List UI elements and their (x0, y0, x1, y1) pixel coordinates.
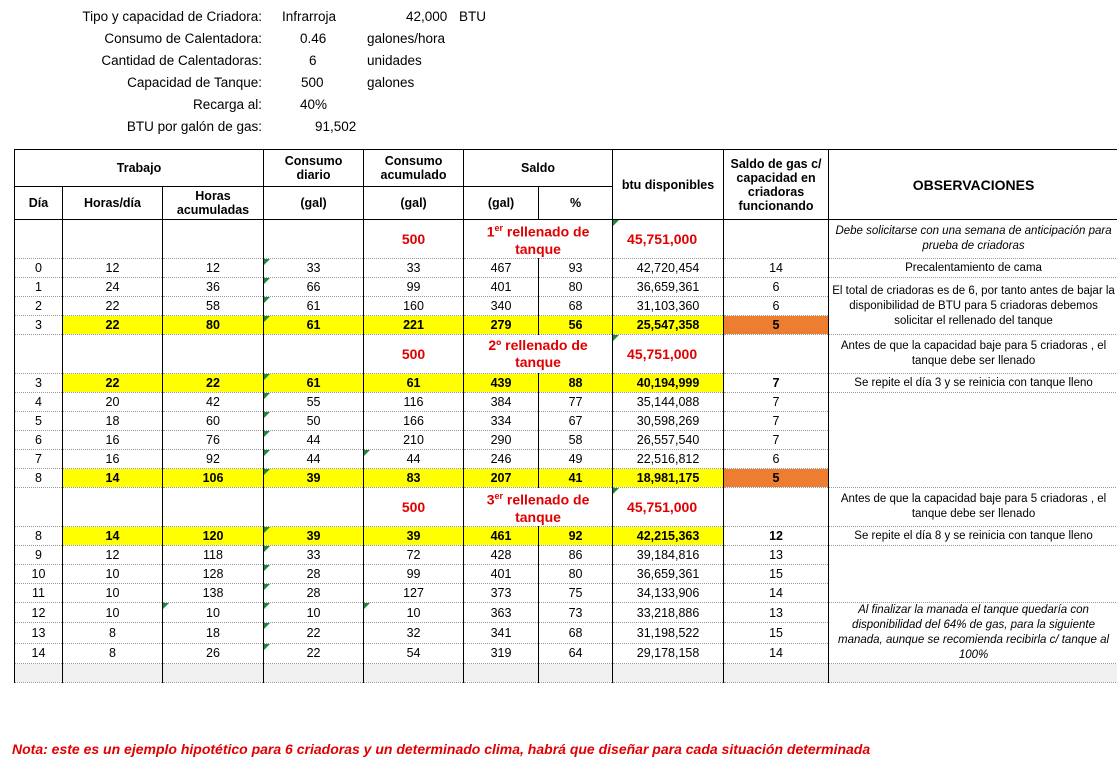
cell-dia: 10 (15, 565, 63, 584)
cell-saldo-gas: 15 (724, 623, 829, 643)
cell-horas-dia: 12 (63, 546, 163, 565)
cell-dia: 8 (15, 469, 63, 488)
cell-consumo-acum: 166 (364, 412, 464, 431)
header-consumo-diario: Consumo diario (264, 150, 364, 187)
cell-horas-acum: 138 (163, 584, 264, 603)
cell-dia: 14 (15, 643, 63, 663)
header-horas-dia: Horas/día (63, 187, 163, 220)
cell-consumo-diario: 39 (264, 527, 364, 546)
header-gal-saldo: (gal) (464, 187, 539, 220)
gas-table (14, 149, 1117, 683)
refill-label: 2º rellenado de tanque (464, 335, 613, 374)
cell-consumo-diario: 28 (264, 584, 364, 603)
empty-cell (63, 488, 163, 527)
refill-label: 3er rellenado de tanque (464, 488, 613, 527)
cell-btu: 40,194,999 (613, 374, 724, 393)
cell-saldo-gas: 15 (724, 565, 829, 584)
empty-cell (163, 335, 264, 374)
cell-horas-acum: 58 (163, 297, 264, 316)
consumo-label: Consumo de Calentadora: (104, 31, 262, 46)
spacer-cell (15, 664, 63, 683)
cell-saldo-gas: 6 (724, 297, 829, 316)
tipo-value: Infrarroja (282, 9, 337, 24)
spacer-cell (539, 664, 613, 683)
cell-saldo-pct: 93 (539, 259, 613, 278)
empty-cell (724, 488, 829, 527)
cell-consumo-diario: 39 (264, 469, 364, 488)
refill-row (15, 335, 1117, 374)
cell-horas-acum: 80 (163, 316, 264, 335)
cell-horas-dia: 8 (63, 623, 163, 643)
cell-consumo-diario: 44 (264, 450, 364, 469)
cell-btu: 22,516,812 (613, 450, 724, 469)
cell-saldo-gal: 384 (464, 393, 539, 412)
refill-btu: 45,751,000 (613, 220, 724, 259)
cell-consumo-diario: 61 (264, 316, 364, 335)
cell-dia: 1 (15, 278, 63, 297)
cell-horas-acum: 92 (163, 450, 264, 469)
empty-cell (724, 335, 829, 374)
recarga-label: Recarga al: (192, 97, 262, 112)
cell-horas-dia: 18 (63, 412, 163, 431)
cell-saldo-gal: 319 (464, 643, 539, 663)
cell-dia: 8 (15, 527, 63, 546)
cantidad-unit: unidades (367, 53, 422, 68)
cell-observation: Al finalizar la manada el tanque quedaría con disponibilidad del 64% de gas, para la siguiente manada, aunque se recomienda recibirla c/ tanque al 100% (829, 603, 1117, 664)
empty-cell (163, 220, 264, 259)
cell-dia: 12 (15, 603, 63, 623)
cell-horas-dia: 10 (63, 565, 163, 584)
cell-horas-acum: 12 (163, 259, 264, 278)
tipo-unit: BTU (459, 9, 486, 24)
cell-consumo-acum: 83 (364, 469, 464, 488)
cell-btu: 42,720,454 (613, 259, 724, 278)
refill-observation: Debe solicitarse con una semana de anticipación para prueba de criadoras (829, 220, 1117, 259)
cell-horas-acum: 60 (163, 412, 264, 431)
cell-saldo-gal: 246 (464, 450, 539, 469)
header-saldo: Saldo (464, 150, 613, 187)
cell-dia: 0 (15, 259, 63, 278)
cell-consumo-diario: 61 (264, 374, 364, 393)
table-row (15, 278, 1117, 297)
refill-observation: Antes de que la capacidad baje para 5 criadoras , el tanque debe ser llenado (829, 335, 1117, 374)
cell-saldo-gas: 7 (724, 431, 829, 450)
cell-saldo-pct: 73 (539, 603, 613, 623)
spacer-cell (613, 664, 724, 683)
cell-observation: Se repite el día 8 y se reinicia con tanque lleno (829, 527, 1117, 546)
cell-dia: 3 (15, 316, 63, 335)
cell-consumo-acum: 127 (364, 584, 464, 603)
cell-saldo-gal: 341 (464, 623, 539, 643)
cell-dia: 3 (15, 374, 63, 393)
cell-horas-acum: 128 (163, 565, 264, 584)
header-horas-acum: Horas acumuladas (163, 187, 264, 220)
cell-consumo-diario: 44 (264, 431, 364, 450)
empty-cell (63, 335, 163, 374)
cell-saldo-gal: 279 (464, 316, 539, 335)
cell-saldo-gal: 334 (464, 412, 539, 431)
cell-consumo-acum: 44 (364, 450, 464, 469)
cell-consumo-diario: 22 (264, 643, 364, 663)
cell-btu: 29,178,158 (613, 643, 724, 663)
refill-observation: Antes de que la capacidad baje para 5 criadoras , el tanque debe ser llenado (829, 488, 1117, 527)
cell-saldo-gas: 6 (724, 450, 829, 469)
cell-saldo-pct: 88 (539, 374, 613, 393)
cell-saldo-pct: 86 (539, 546, 613, 565)
header-dia: Día (15, 187, 63, 220)
cell-saldo-gal: 373 (464, 584, 539, 603)
cell-consumo-acum: 99 (364, 565, 464, 584)
header-gal-acum: (gal) (364, 187, 464, 220)
recarga-value: 40% (300, 97, 328, 112)
empty-cell (15, 335, 63, 374)
cell-btu: 31,198,522 (613, 623, 724, 643)
cell-dia: 9 (15, 546, 63, 565)
header-saldo-gas: Saldo de gas c/ capacidad en criadoras funcionando (724, 150, 829, 220)
footnote: Nota: este es un ejemplo hipotético para 6 criadoras y un determinado clima, habrá que diseñar para cada situación determinada (12, 741, 871, 757)
cell-consumo-diario: 10 (264, 603, 364, 623)
cell-horas-dia: 10 (63, 584, 163, 603)
cell-saldo-pct: 92 (539, 527, 613, 546)
header-row-1 (15, 150, 1117, 187)
cell-consumo-acum: 221 (364, 316, 464, 335)
cell-saldo-gal: 290 (464, 431, 539, 450)
cell-saldo-gal: 428 (464, 546, 539, 565)
cantidad-label: Cantidad de Calentadoras: (101, 53, 262, 68)
cell-saldo-gas: 12 (724, 527, 829, 546)
cell-consumo-acum: 72 (364, 546, 464, 565)
cell-horas-dia: 22 (63, 316, 163, 335)
cell-horas-acum: 120 (163, 527, 264, 546)
cell-consumo-acum: 39 (364, 527, 464, 546)
cell-observation (829, 393, 1117, 488)
cell-saldo-gas: 14 (724, 643, 829, 663)
spacer-cell (163, 664, 264, 683)
cell-saldo-pct: 49 (539, 450, 613, 469)
cell-saldo-gal: 207 (464, 469, 539, 488)
cell-consumo-diario: 33 (264, 546, 364, 565)
cell-consumo-diario: 61 (264, 297, 364, 316)
cell-consumo-diario: 22 (264, 623, 364, 643)
cell-horas-acum: 36 (163, 278, 264, 297)
cell-consumo-diario: 66 (264, 278, 364, 297)
cantidad-value: 6 (309, 53, 317, 68)
cell-horas-dia: 14 (63, 469, 163, 488)
table-row (15, 374, 1117, 393)
refill-row (15, 220, 1117, 259)
capacidad-unit: galones (367, 75, 415, 90)
cell-dia: 7 (15, 450, 63, 469)
refill-row (15, 488, 1117, 527)
cell-horas-dia: 16 (63, 431, 163, 450)
cell-consumo-acum: 99 (364, 278, 464, 297)
table-row (15, 393, 1117, 412)
cell-saldo-gal: 401 (464, 565, 539, 584)
table-row (15, 546, 1117, 565)
table-row (15, 259, 1117, 278)
cell-observation: Precalentamiento de cama (829, 259, 1117, 278)
cell-horas-acum: 42 (163, 393, 264, 412)
cell-horas-dia: 16 (63, 450, 163, 469)
cell-saldo-gal: 340 (464, 297, 539, 316)
cell-saldo-gas: 14 (724, 584, 829, 603)
header-btu: btu disponibles (613, 150, 724, 220)
table-row (15, 603, 1117, 623)
cell-horas-dia: 8 (63, 643, 163, 663)
table-body (15, 220, 1117, 683)
cell-horas-acum: 18 (163, 623, 264, 643)
cell-saldo-gal: 363 (464, 603, 539, 623)
cell-saldo-pct: 80 (539, 565, 613, 584)
cell-btu: 39,184,816 (613, 546, 724, 565)
cell-dia: 4 (15, 393, 63, 412)
cell-saldo-pct: 56 (539, 316, 613, 335)
cell-saldo-gal: 439 (464, 374, 539, 393)
empty-cell (264, 488, 364, 527)
cell-saldo-gal: 401 (464, 278, 539, 297)
cell-horas-acum: 22 (163, 374, 264, 393)
consumo-unit: galones/hora (367, 31, 446, 46)
cell-saldo-gal: 461 (464, 527, 539, 546)
cell-saldo-gas: 7 (724, 393, 829, 412)
cell-observation (829, 546, 1117, 603)
spacer-cell (464, 664, 539, 683)
cell-saldo-pct: 77 (539, 393, 613, 412)
cell-observation: El total de criadoras es de 6, por tanto antes de bajar la disponibilidad de BTU para 5 criadoras debemos solicitar el rellenado del tanque (829, 278, 1117, 335)
cell-btu: 31,103,360 (613, 297, 724, 316)
cell-saldo-gal: 467 (464, 259, 539, 278)
cell-horas-dia: 20 (63, 393, 163, 412)
cell-dia: 11 (15, 584, 63, 603)
header-gal-diario: (gal) (264, 187, 364, 220)
cell-saldo-pct: 75 (539, 584, 613, 603)
cell-horas-acum: 76 (163, 431, 264, 450)
refill-label: 1er rellenado de tanque (464, 220, 613, 259)
cell-horas-dia: 12 (63, 259, 163, 278)
cell-saldo-gas: 14 (724, 259, 829, 278)
header-pct: % (539, 187, 613, 220)
capacidad-value: 500 (301, 75, 324, 90)
empty-cell (264, 220, 364, 259)
cell-horas-dia: 22 (63, 374, 163, 393)
cell-btu: 36,659,361 (613, 278, 724, 297)
cell-saldo-pct: 64 (539, 643, 613, 663)
cell-saldo-pct: 67 (539, 412, 613, 431)
spacer-cell (63, 664, 163, 683)
cell-dia: 5 (15, 412, 63, 431)
empty-cell (15, 488, 63, 527)
cell-horas-acum: 118 (163, 546, 264, 565)
spacer-row (15, 664, 1117, 683)
cell-consumo-acum: 210 (364, 431, 464, 450)
cell-saldo-gas: 13 (724, 546, 829, 565)
spacer-cell (724, 664, 829, 683)
cell-consumo-diario: 28 (264, 565, 364, 584)
cell-btu: 35,144,088 (613, 393, 724, 412)
empty-cell (724, 220, 829, 259)
cell-dia: 2 (15, 297, 63, 316)
empty-cell (163, 488, 264, 527)
spacer-cell (829, 664, 1117, 683)
cell-saldo-pct: 68 (539, 623, 613, 643)
header-observaciones: OBSERVACIONES (829, 150, 1117, 220)
empty-cell (15, 220, 63, 259)
capacidad-label: Capacidad de Tanque: (127, 75, 262, 90)
cell-dia: 13 (15, 623, 63, 643)
cell-horas-dia: 14 (63, 527, 163, 546)
cell-saldo-gas: 13 (724, 603, 829, 623)
cell-horas-acum: 10 (163, 603, 264, 623)
btu-label: BTU por galón de gas: (126, 119, 262, 134)
cell-consumo-acum: 54 (364, 643, 464, 663)
table-row (15, 527, 1117, 546)
cell-saldo-pct: 58 (539, 431, 613, 450)
cell-btu: 25,547,358 (613, 316, 724, 335)
cell-consumo-diario: 33 (264, 259, 364, 278)
cell-btu: 18,981,175 (613, 469, 724, 488)
refill-tank: 500 (364, 488, 464, 527)
cell-consumo-acum: 61 (364, 374, 464, 393)
cell-btu: 33,218,886 (613, 603, 724, 623)
cell-horas-dia: 22 (63, 297, 163, 316)
cell-consumo-acum: 33 (364, 259, 464, 278)
cell-saldo-pct: 68 (539, 297, 613, 316)
cell-btu: 36,659,361 (613, 565, 724, 584)
cell-consumo-acum: 116 (364, 393, 464, 412)
refill-tank: 500 (364, 220, 464, 259)
btu-value: 91,502 (315, 119, 357, 134)
cell-dia: 6 (15, 431, 63, 450)
spacer-cell (264, 664, 364, 683)
cell-saldo-gas: 7 (724, 374, 829, 393)
cell-horas-acum: 26 (163, 643, 264, 663)
empty-cell (63, 220, 163, 259)
cell-saldo-gas: 6 (724, 278, 829, 297)
cell-btu: 42,215,363 (613, 527, 724, 546)
cell-btu: 34,133,906 (613, 584, 724, 603)
parameters-block (0, 0, 560, 140)
consumo-value: 0.46 (300, 31, 327, 46)
cell-saldo-gas: 7 (724, 412, 829, 431)
cell-btu: 26,557,540 (613, 431, 724, 450)
cell-saldo-pct: 80 (539, 278, 613, 297)
header-consumo-acumulado: Consumo acumulado (364, 150, 464, 187)
tipo-label: Tipo y capacidad de Criadora: (82, 9, 262, 24)
cell-saldo-pct: 41 (539, 469, 613, 488)
empty-cell (264, 335, 364, 374)
cell-btu: 30,598,269 (613, 412, 724, 431)
cell-saldo-gas: 5 (724, 316, 829, 335)
cell-consumo-acum: 32 (364, 623, 464, 643)
cell-saldo-gas: 5 (724, 469, 829, 488)
header-trabajo: Trabajo (15, 150, 264, 187)
tipo-btu: 42,000 (406, 9, 448, 24)
refill-btu: 45,751,000 (613, 335, 724, 374)
cell-horas-dia: 24 (63, 278, 163, 297)
cell-horas-acum: 106 (163, 469, 264, 488)
spacer-cell (364, 664, 464, 683)
cell-observation: Se repite el día 3 y se reinicia con tanque lleno (829, 374, 1117, 393)
cell-consumo-diario: 55 (264, 393, 364, 412)
cell-consumo-acum: 160 (364, 297, 464, 316)
refill-btu: 45,751,000 (613, 488, 724, 527)
cell-horas-dia: 10 (63, 603, 163, 623)
cell-consumo-diario: 50 (264, 412, 364, 431)
cell-consumo-acum: 10 (364, 603, 464, 623)
refill-tank: 500 (364, 335, 464, 374)
